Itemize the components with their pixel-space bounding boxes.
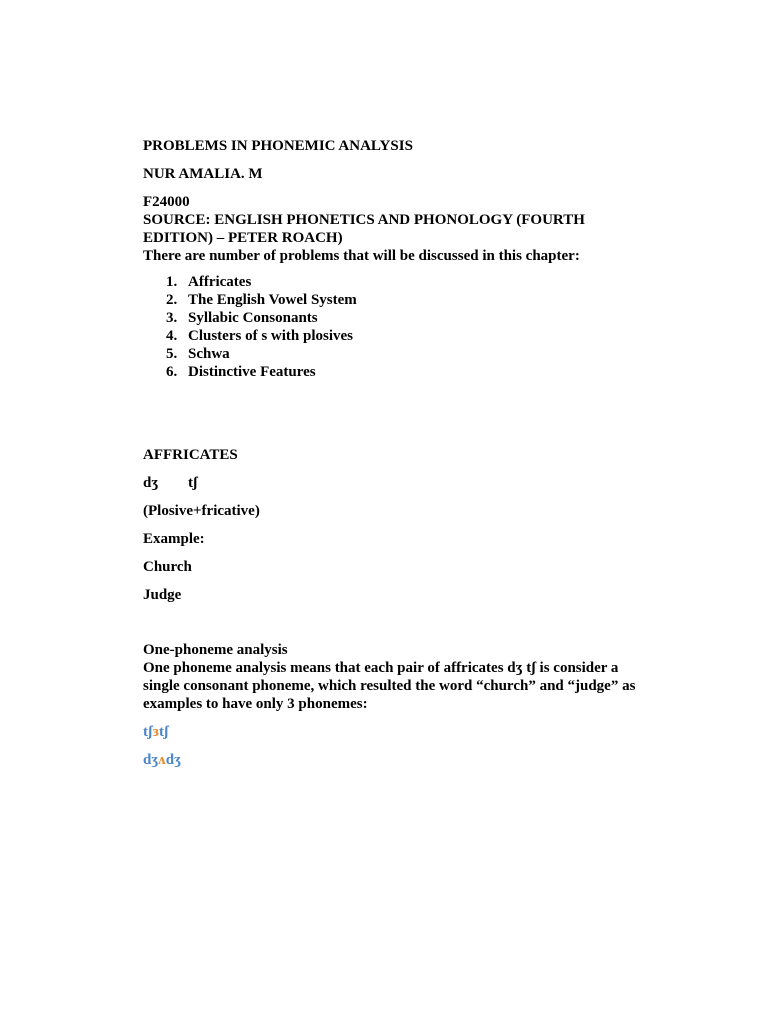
example-word: Judge [143,587,182,603]
document-title: PROBLEMS IN PHONEMIC ANALYSIS [143,138,413,154]
example-word: Church [143,559,192,575]
intro-text: There are number of problems that will be discussed in this chapter: [143,248,580,264]
affricate-description: (Plosive+fricative) [143,503,260,519]
list-item: 3. Syllabic Consonants [166,310,318,326]
section-heading-affricates: AFFRICATES [143,447,238,463]
ipa-symbol: tʃ [188,475,198,491]
transcription-church: tʃɜtʃ [143,724,169,740]
list-item: 6. Distinctive Features [166,364,316,380]
affricate-symbols [143,474,643,492]
list-item: 2. The English Vowel System [166,292,357,308]
list-item: 5. Schwa [166,346,230,362]
transcription-judge: dʒʌdʒ [143,752,181,768]
section-heading-one-phoneme: One-phoneme analysis [143,642,288,658]
document-page [143,137,643,769]
example-label: Example: [143,531,205,547]
ipa-symbol: dʒ [143,475,159,491]
student-id: F24000 [143,194,190,210]
list-item: 1. Affricates [166,274,252,290]
one-phoneme-paragraph: One phoneme analysis means that each pair of affricates dʒ tʃ is consider a single consonant phoneme, which resulted the word “church” and “judge” as examples to have only 3 phonemes: [143,660,636,712]
topic-list [143,273,643,381]
list-item: 4. Clusters of s with plosives [166,328,354,344]
source-line: SOURCE: ENGLISH PHONETICS AND PHONOLOGY (FOURTH EDITION) – PETER ROACH) [143,212,585,246]
author-name: NUR AMALIA. M [143,166,263,182]
